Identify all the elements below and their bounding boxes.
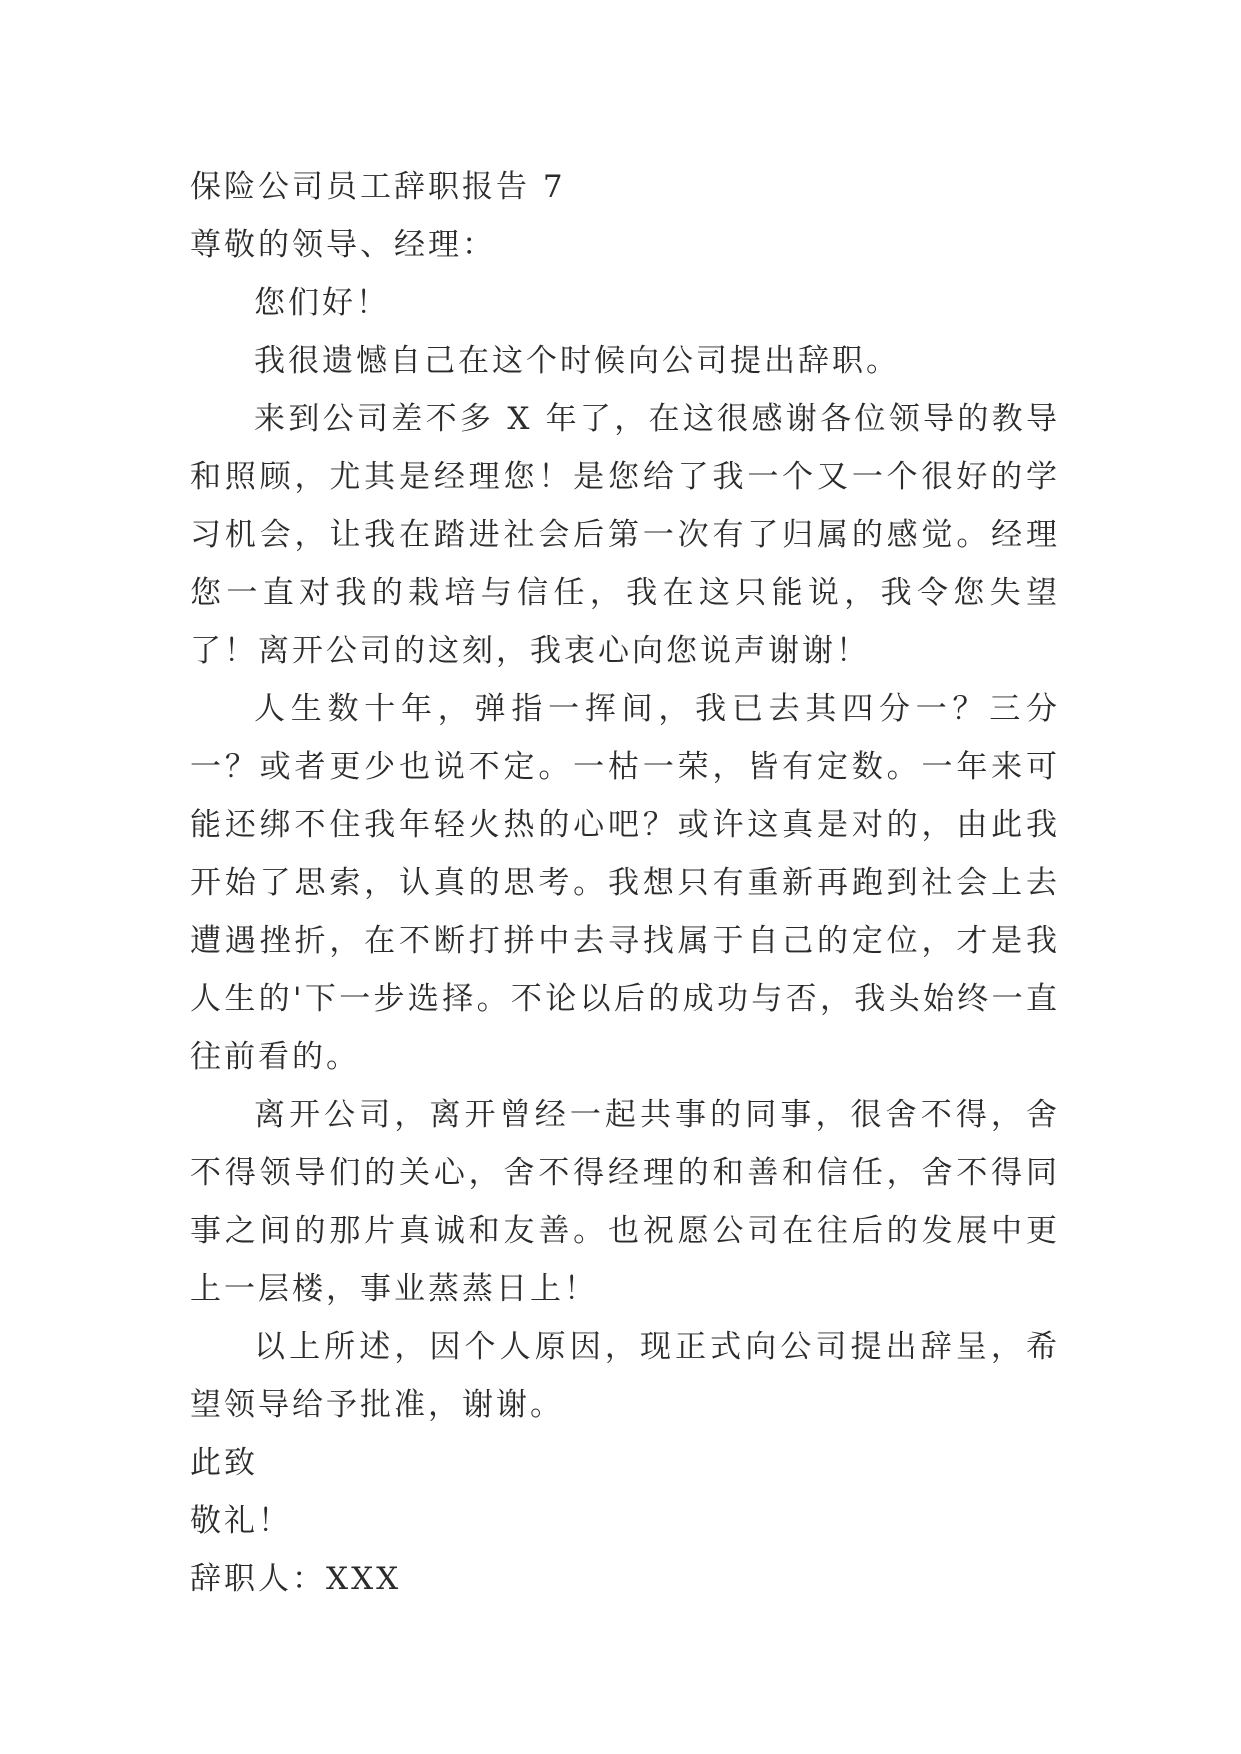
greeting: 您们好！ — [254, 285, 390, 321]
closing-line-2: 敬礼！ — [190, 1503, 292, 1539]
paragraph-intro: 我很遗憾自己在这个时候向公司提出辞职。 — [254, 343, 900, 379]
signature: 辞职人：XXX — [190, 1561, 402, 1597]
resignation-letter — [190, 158, 1060, 1608]
paragraph-farewell: 离开公司，离开曾经一起共事的同事，很舍不得，舍不得领导们的关心，舍不得经理的和善和信任，舍不得同事之间的那片真诚和友善。也祝愿公司在往后的发展中更上一层楼，事业蒸蒸日上！ — [190, 1097, 1060, 1307]
paragraph-request: 以上所述，因个人原因，现正式向公司提出辞呈，希望领导给予批准，谢谢。 — [190, 1329, 1060, 1423]
document-title: 保险公司员工辞职报告 7 — [190, 169, 566, 205]
closing-line-1: 此致 — [190, 1445, 258, 1481]
salutation: 尊敬的领导、经理： — [190, 227, 496, 263]
paragraph-thanks: 来到公司差不多 X 年了，在这很感谢各位领导的教导和照顾，尤其是经理您！是您给了我一个又一个很好的学习机会，让我在踏进社会后第一次有了归属的感觉。经理您一直对我的栽培与信任，我在这只能说，我令您失望了！离开公司的这刻，我衷心向您说声谢谢！ — [190, 401, 1060, 669]
paragraph-reflection: 人生数十年，弹指一挥间，我已去其四分一？三分一？或者更少也说不定。一枯一荣，皆有定数。一年来可能还绑不住我年轻火热的心吧？或许这真是对的，由此我开始了思索，认真的思考。我想只有重新再跑到社会上去遭遇挫折，在不断打拼中去寻找属于自己的定位，才是我人生的'下一步选择。不论以后的成功与否，我头始终一直往前看的。 — [190, 691, 1060, 1075]
